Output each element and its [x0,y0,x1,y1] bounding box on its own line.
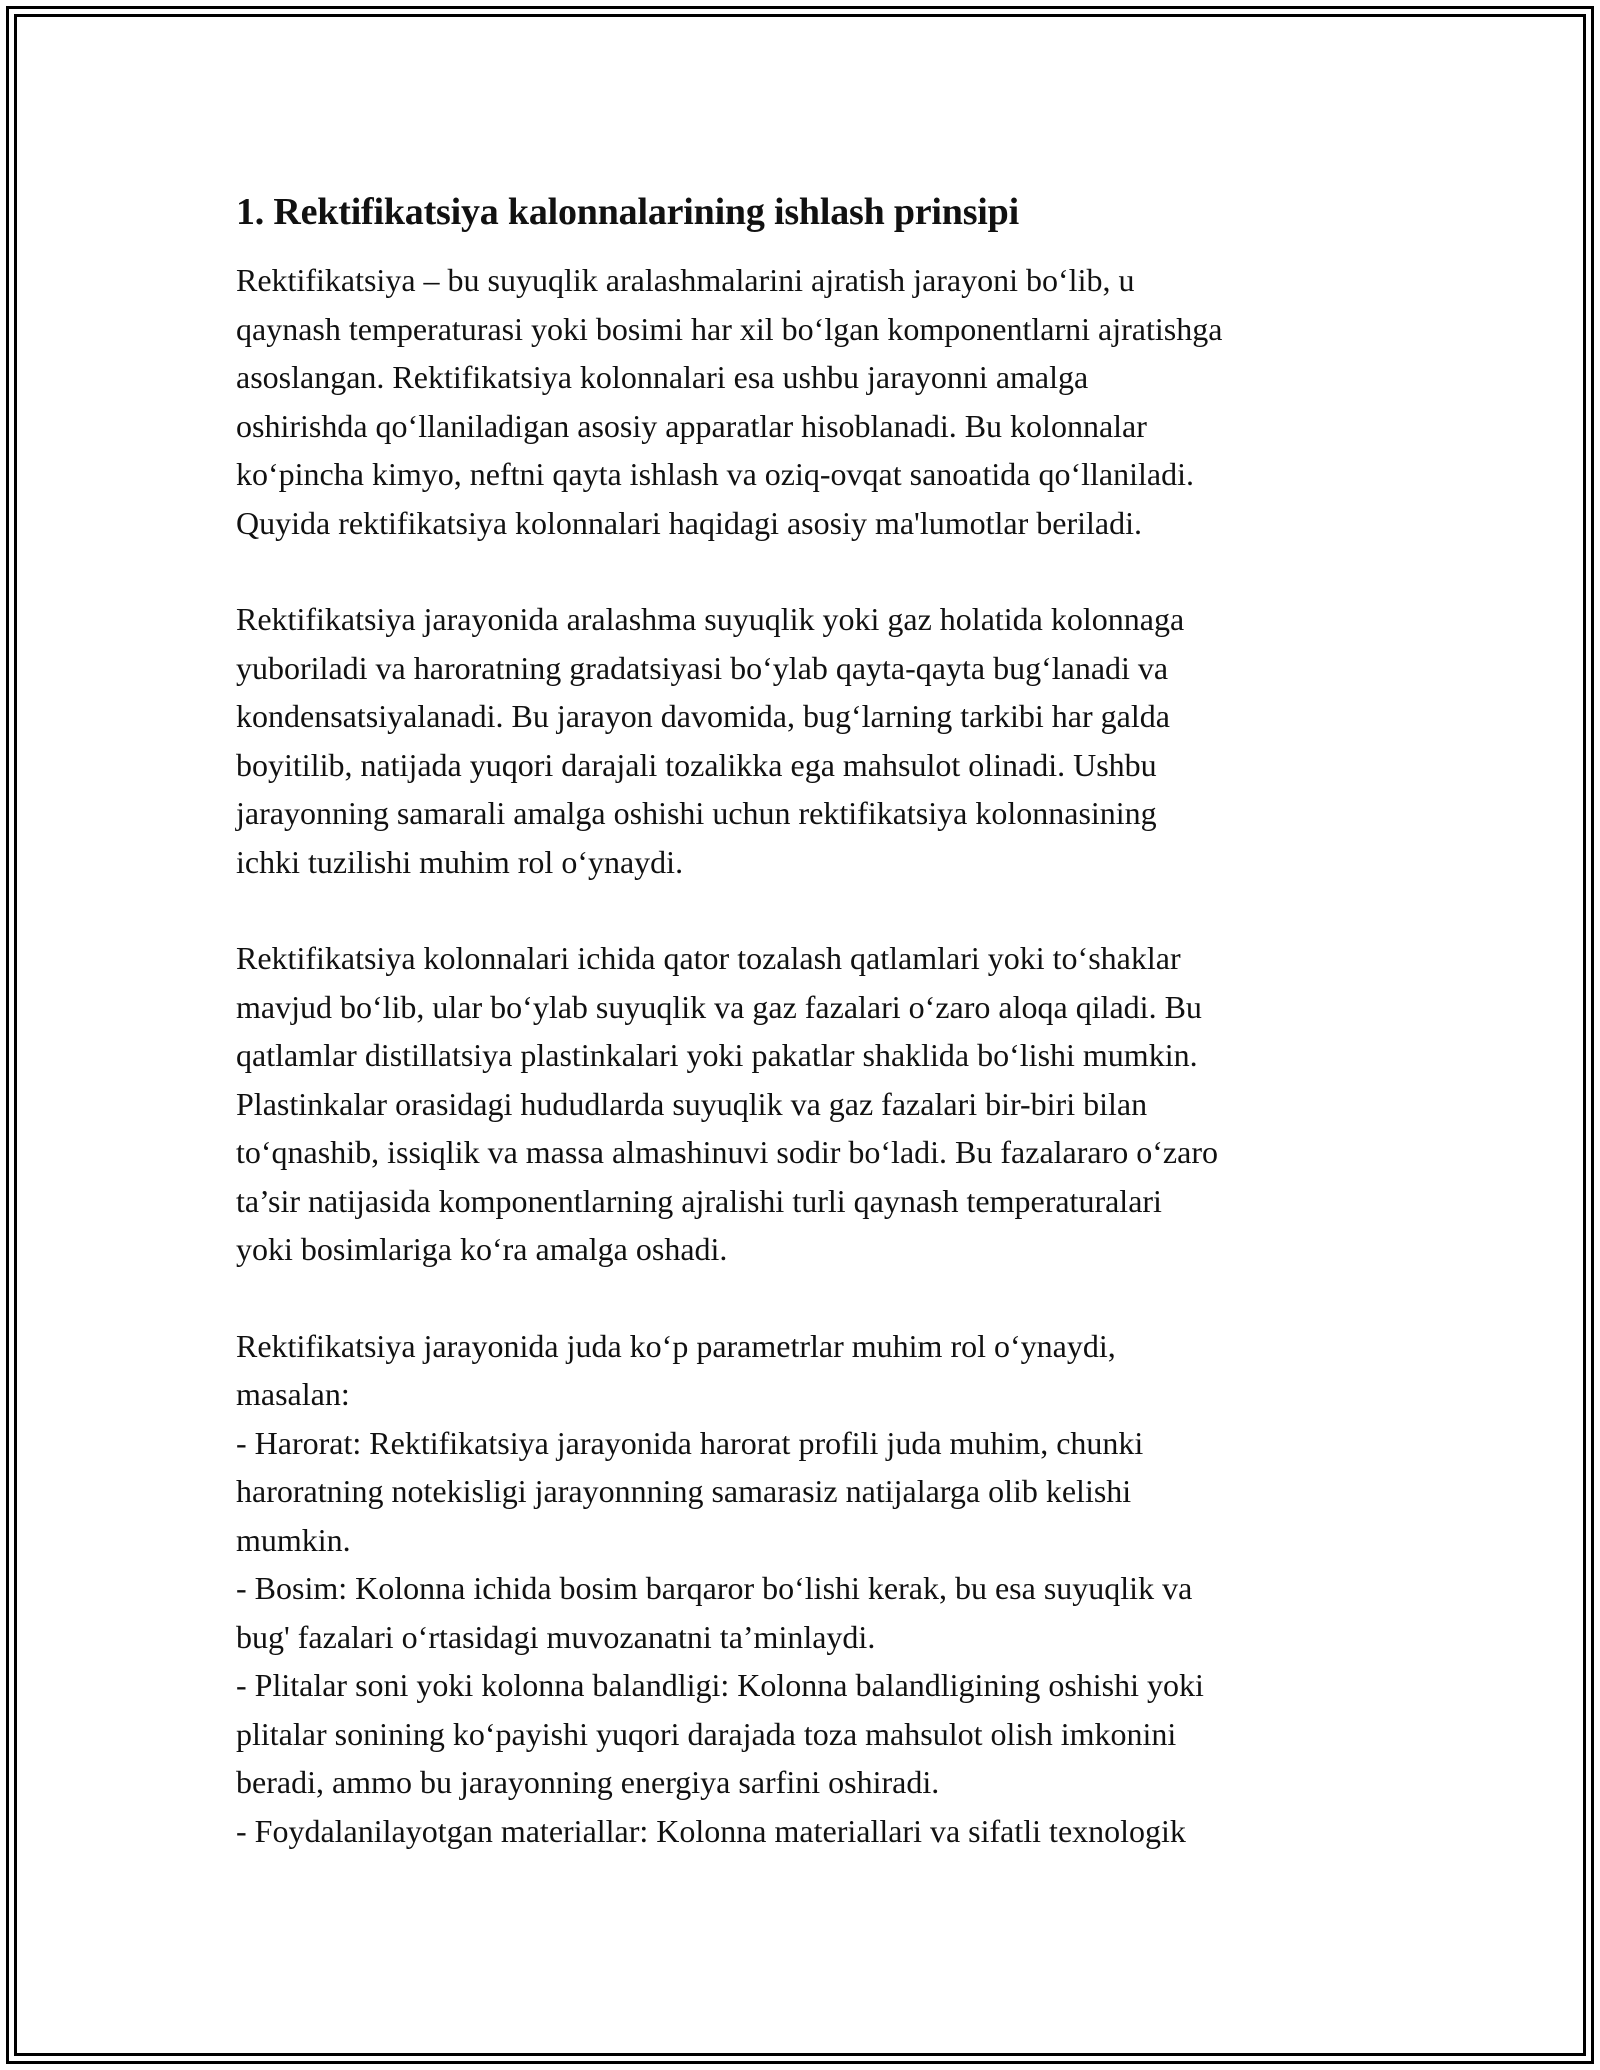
text-line: ichki tuzilishi muhim rol o‘ynaydi. [236,843,684,880]
text-line: masalan: [236,1376,350,1412]
text-line: beradi, ammo bu jarayonning energiya sarfini oshiradi. [236,1764,940,1800]
paragraph-list [236,256,1386,1855]
text-line: asoslangan. Rektifikatsiya kolonnalari esa ushbu jarayonni amalga [236,359,1089,395]
text-line: oshirishda qo‘llaniladigan asosiy apparatlar hisoblanadi. Bu kolonnalar [236,407,1147,444]
text-line: kondensatsiyalanadi. Bu jarayon davomida, bug‘larning tarkibi har galda [236,698,1170,734]
text-line: Plastinkalar orasidagi hududlarda suyuqlik va gaz fazalari bir-biri bilan [236,1085,1148,1122]
text-line: ko‘pincha kimyo, neftni qayta ishlash va oziq-ovqat sanoatida qo‘llaniladi. [236,456,1194,492]
text-line: mavjud bo‘lib, ular bo‘ylab suyuqlik va gaz fazalari o‘zaro aloqa qiladi. Bu [236,988,1202,1025]
document-title: 1. Rektifikatsiya kalonnalarining ishlash prinsipi [236,191,1019,233]
text-line: Rektifikatsiya – bu suyuqlik aralashmalarini ajratish jarayoni bo‘lib, u [236,262,1135,298]
text-line: mumkin. [236,1521,351,1558]
document-body [236,186,1386,1855]
text-line: Rektifikatsiya jarayonida juda ko‘p parametrlar muhim rol o‘ynaydi, [236,1327,1116,1364]
text-line: Rektifikatsiya jarayonida aralashma suyuqlik yoki gaz holatida kolonnaga [236,601,1185,637]
text-line: haroratning notekisligi jarayonnning samarasiz natijalarga olib kelishi [236,1473,1132,1509]
text-line: bug' fazalari o‘rtasidagi muvozanatni ta’minlaydi. [236,1618,876,1655]
text-line: boyitilib, natijada yuqori darajali tozalikka ega mahsulot olinadi. Ushbu [236,746,1157,783]
text-line: qaynash temperaturasi yoki bosimi har xil bo‘lgan komponentlarni ajratishga [236,310,1223,347]
text-line: - Harorat: Rektifikatsiya jarayonida harorat profili juda muhim, chunki [236,1424,1144,1461]
text-line: - Foydalanilayotgan materiallar: Kolonna materiallari va sifatli texnologik [236,1812,1186,1849]
paragraph [236,934,1386,1274]
paragraph [236,1322,1386,1856]
text-line: qatlamlar distillatsiya plastinkalari yoki pakatlar shaklida bo‘lishi mumkin. [236,1037,1198,1073]
text-line: plitalar sonining ko‘payishi yuqori darajada toza mahsulot olish imkonini [236,1715,1177,1752]
text-line: ta’sir natijasida komponentlarning ajralishi turli qaynash temperaturalari [236,1182,1162,1219]
text-line: to‘qnashib, issiqlik va massa almashinuvi sodir bo‘ladi. Bu fazalararo o‘zaro [236,1134,1218,1170]
text-line: yuboriladi va haroratning gradatsiyasi bo‘ylab qayta-qayta bug‘lanadi va [236,649,1169,686]
paragraph [236,595,1386,886]
text-line: jarayonning samarali amalga oshishi uchun rektifikatsiya kolonnasining [236,795,1157,831]
text-line: Quyida rektifikatsiya kolonnalari haqidagi asosiy ma'lumotlar beriladi. [236,504,1142,541]
text-line: yoki bosimlariga ko‘ra amalga oshadi. [236,1231,728,1267]
text-line: Rektifikatsiya kolonnalari ichida qator tozalash qatlamlari yoki to‘shaklar [236,940,1181,976]
paragraph [236,256,1386,547]
text-line: - Plitalar soni yoki kolonna balandligi: Kolonna balandligining oshishi yoki [236,1667,1204,1703]
text-line: - Bosim: Kolonna ichida bosim barqaror bo‘lishi kerak, bu esa suyuqlik va [236,1570,1193,1606]
